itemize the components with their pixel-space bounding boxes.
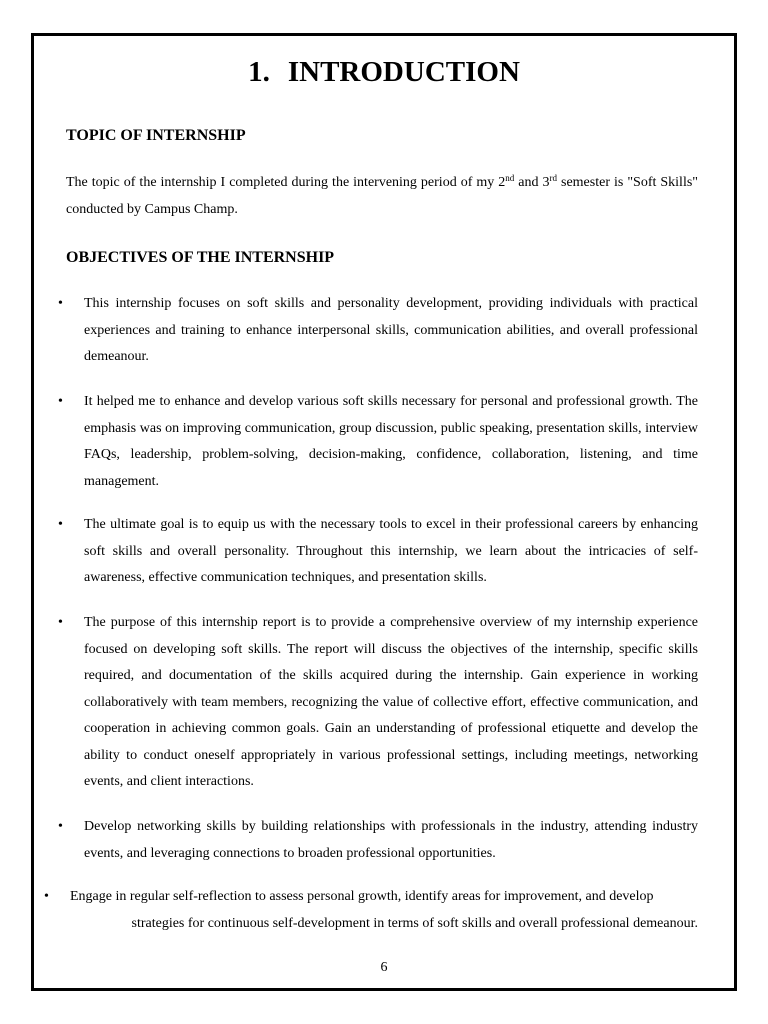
list-item-line: strategies for continuous self-development in terms of soft skills and overall professional demeanour. [131,915,698,931]
list-item: The ultimate goal is to equip us with the necessary tools to excel in their professional careers by enhancing soft skills and overall personality. Throughout this internship, we learn about the intricacies of self-awareness, effective communication techniques, and presentation skills. [84,517,698,585]
ordinal-suffix: rd [549,173,557,183]
topic-text-part: and 3 [514,175,550,190]
topic-heading: TOPIC OF INTERNSHIP [66,127,246,144]
page-number: 6 [380,960,388,975]
bullet-icon: • [58,615,63,630]
topic-text-part: The topic of the internship I completed during the intervening period of my 2 [66,175,506,190]
list-item: This internship focuses on soft skills and personality development, providing individuals with practical experiences and training to enhance interpersonal skills, communication abilities, and overall professional demeanour. [84,296,698,364]
list-item-line: Engage in regular self-reflection to assess personal growth, identify areas for improvement, and develop [70,889,654,904]
section-number: 1. [248,56,270,88]
topic-paragraph [66,170,698,223]
list-item [70,884,698,937]
ordinal-suffix: nd [505,173,515,183]
bullet-icon: • [58,517,63,532]
topic-text-part: semester is "Soft Skills" conducted by Campus Champ. [66,175,698,217]
section-title: INTRODUCTION [287,56,520,88]
objectives-heading: OBJECTIVES OF THE INTERNSHIP [66,249,335,266]
list-item: Develop networking skills by building relationships with professionals in the industry, attending industry events, and leveraging connections to broaden professional opportunities. [84,819,698,861]
bullet-icon: • [58,394,63,409]
bullet-icon: • [44,889,49,904]
list-item: The purpose of this internship report is to provide a comprehensive overview of my internship experience focused on developing soft skills. The report will discuss the objectives of the internship, specific skills required, and documentation of the skills acquired during the internship. Gain experience in working collaboratively with team members, recognizing the value of collective effort, effective communication, and cooperation in achieving common goals. Gain an understanding of professional etiquette and develop the ability to conduct oneself appropriately in various professional settings, including meetings, networking events, and client interactions. [84,615,698,789]
page-title [0,54,768,90]
list-item: It helped me to enhance and develop various soft skills necessary for personal and professional growth. The emphasis was on improving communication, group discussion, public speaking, presentation skills, interview FAQs, leadership, problem-solving, decision-making, confidence, collaboration, listening, and time management. [84,394,698,489]
bullet-icon: • [58,296,63,311]
bullet-icon: • [58,819,63,834]
